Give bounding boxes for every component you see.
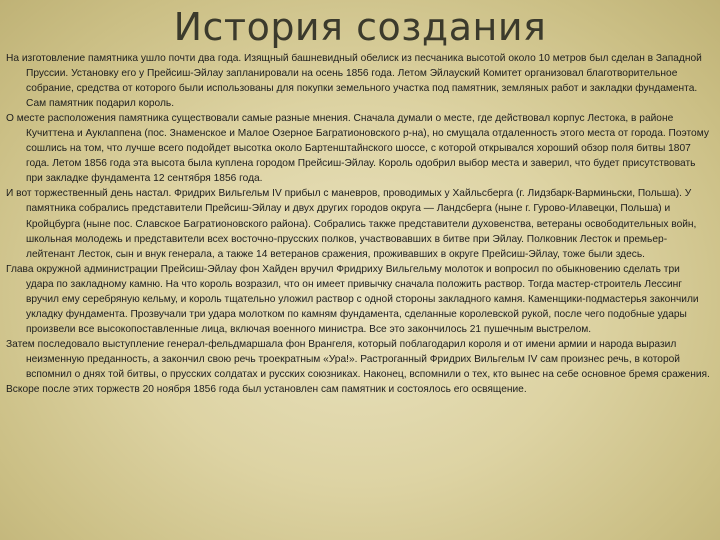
paragraph-6: Вскоре после этих торжеств 20 ноября 1856 года был установлен сам памятник и состоялось его освящение. bbox=[6, 384, 527, 396]
slide-body bbox=[6, 51, 710, 397]
paragraph-5: Затем последовало выступление генерал-фельдмаршала фон Врангеля, который поблагодарил короля и от имени армии и народа выразил неизменную преданность, а закончил свою речь троекратным «Ура!». Растроганный Фридрих Вильгельм IV сам произнес речь, в которой вспомнил о днях той битвы, о прусских солдатах и русских союзниках. Наконец, вспомнили о тех, кто вынес на себе основное бремя сражения. bbox=[6, 338, 710, 380]
slide-title: История создания bbox=[173, 5, 547, 49]
paragraph-4: Глава окружной администрации Прейсиш-Эйлау фон Хайден вручил Фридриху Вильгельму молоток и вопросил по обыкновению сделать три удара по закладному камню. На что король возразил, что он имеет привычку сначала положить раствор. Тогда мастер-строитель Лессинг вручил ему серебряную кельму, и король тщательно уложил раствор с одной стороны закладного камня. Каменщики-подмастерья закончили укладку фундамента. Прозвучали три удара молотком по камням фундамента, сделанные королевской рукой, после чего подобные удары произвели все высокопоставленные лица, включая военного министра. Все это закончилось 21 пушечным выстрелом. bbox=[6, 263, 699, 335]
paragraph-1: На изготовление памятника ушло почти два года. Изящный башневидный обелиск из песчаника высотой около 10 метров был сделан в Западной Пруссии. Установку его у Прейсиш-Эйлау запланировали на осень 1856 года. Летом Эйлауский Комитет организовал благотворительное собрание, средства от которого были использованы для покупки земельного участка под памятник, земляных работ и закладки фундамента. Сам памятник подарил король. bbox=[6, 53, 702, 110]
paragraph-2: О месте расположения памятника существовали самые разные мнения. Сначала думали о месте, где действовал корпус Лестока, в районе Кучиттена и Ауклаппена (пос. Знаменское и Малое Озерное Багратионовского р-на), но смущала отдаленность этого места от города. Поэтому сошлись на том, что лучше всего подойдет высотка около Бартенштайнского шоссе, с которой открывался хороший обзор поля битвы 1807 года. Летом 1856 года эта высота была куплена городом Прейсиш-Эйлау. Король одобрил выбор места и заверил, что будет присутствовать при закладке фундамента 12 сентября 1856 года. bbox=[6, 113, 709, 185]
paragraph-3: И вот торжественный день настал. Фридрих Вильгельм IV прибыл с маневров, проводимых у Хайльсберга (г. Лидзбарк-Варминьски, Польша). У памятника собрались представители Прейсиш-Эйлау и двух других городов округа — Ландсберга (ныне г. Гурово-Илавецки, Польша) и Кройцбурга (ныне пос. Славское Багратионовского района). Собрались также представители духовенства, ветераны освободительных войн, школьная молодежь и представители всех восточно-прусских полков, участвовавших в битве при Эйлау. Полковник Лесток и премьер-лейтенант Лесток, сын и внук генерала, а также 14 ветеранов сражения, проживавших в округе Прейсиш-Эйлау, тоже были здесь. bbox=[6, 188, 697, 260]
